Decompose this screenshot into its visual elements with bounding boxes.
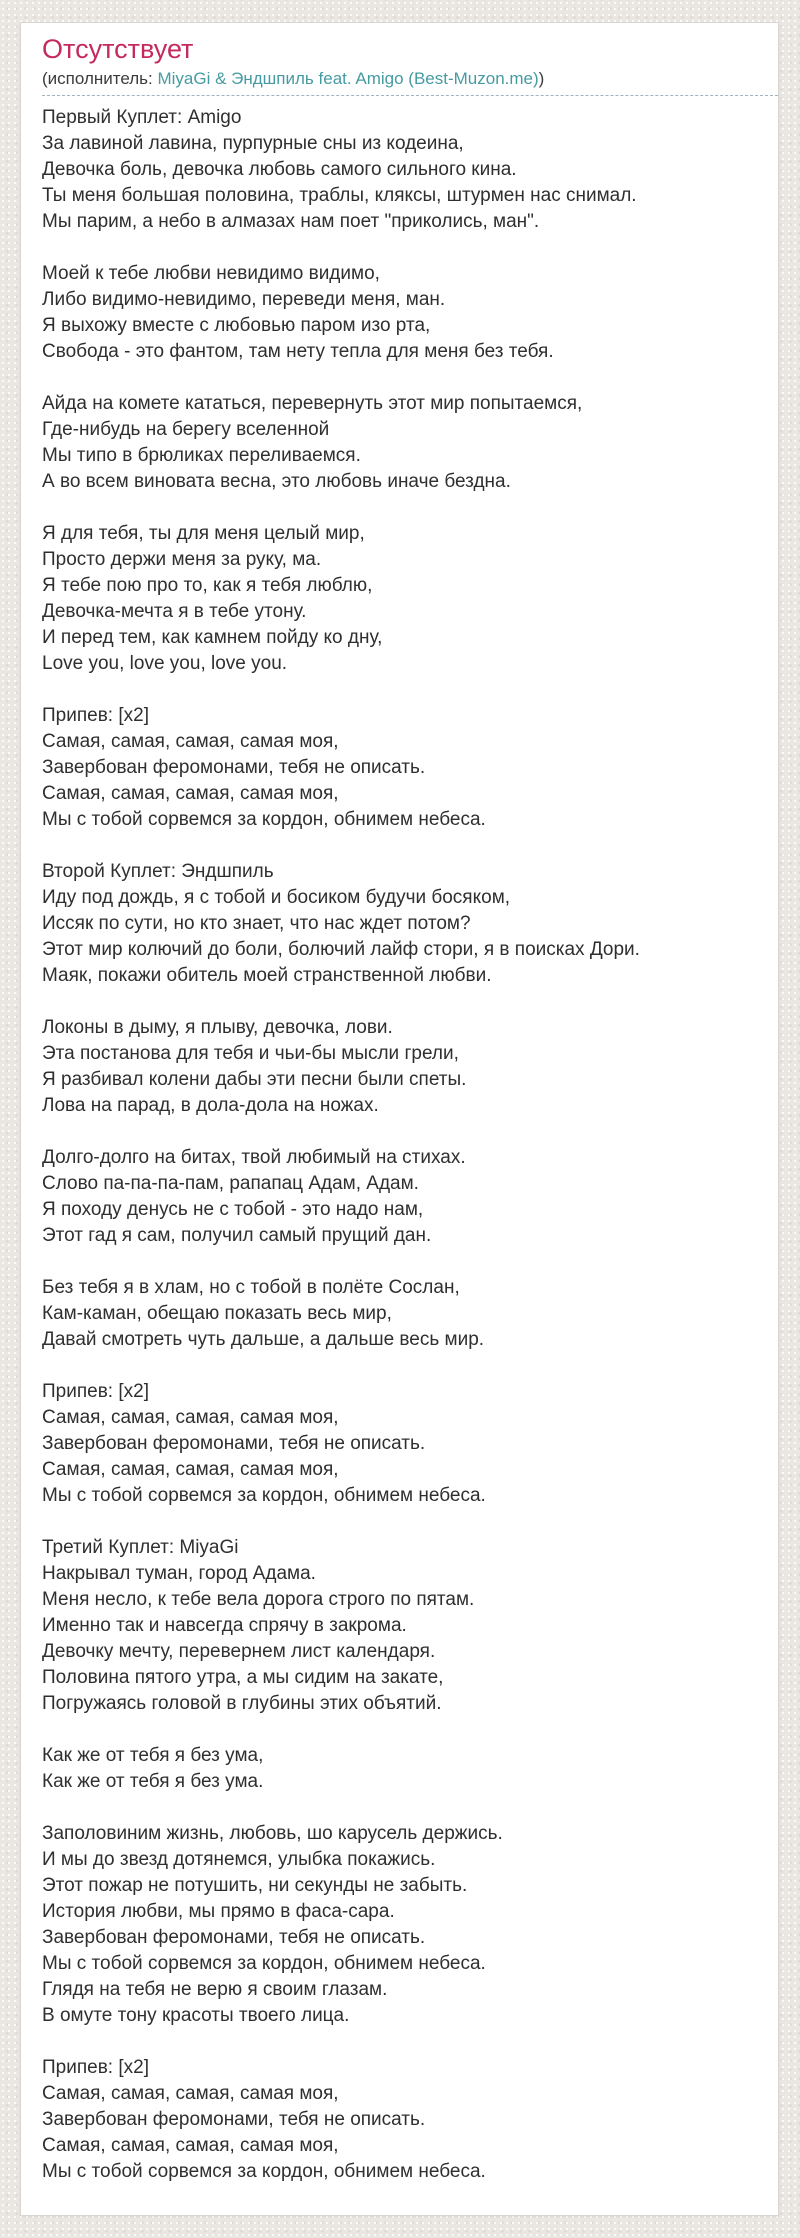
- lyrics-text: Первый Куплет: Amigo За лавиной лавина, пурпурные сны из кодеина, Девочка боль, девочка любовь самого сильного кина. Ты меня большая половина, траблы, кляксы, штурмен нас снимал. Мы парим, а небо в алмазах нам поет "приколись, ман". Моей к тебе любви невидимо видимо, Либо видимо-невидимо, переведи меня, ман. Я выхожу вместе с любовью паром изо рта, Свобода - это фантом, там нету тепла для меня без тебя. Айда на комете кататься, перевернуть этот мир попытаемся, Где-нибудь на берегу вселенной Мы типо в брюликах переливаемся. А во всем виновата весна, это любовь иначе бездна. Я для тебя, ты для меня целый мир, Просто держи меня за руку, ма. Я тебе пою про то, как я тебя люблю, Девочка-мечта я в тебе утону. И перед тем, как камнем пойду ко дну, Love you, love you, love you. Припев: [x2] Самая, самая, самая, самая моя, Завербован феромонами, тебя не описать. Самая, самая, самая, самая моя, Мы с тобой сорвемся за кордон, обнимем небеса. Второй Куплет: Эндшпиль Иду под дождь, я с тобой и босиком будучи босяком, Иссяк по сути, но кто знает, что нас ждет потом? Этот мир колючий до боли, болючий лайф стори, я в поисках Дори. Маяк, покажи обитель моей странственной любви. Локоны в дыму, я плыву, девочка, лови. Эта постанова для тебя и чьи-бы мысли грели, Я разбивал колени дабы эти песни были спеты. Лова на парад, в дола-дола на ножах. Долго-долго на битах, твой любимый на стихах. Слово па-па-па-пам, рапапац Адам, Адам. Я походу денусь не с тобой - это надо нам, Этот гад я сам, получил самый прущий дан. Без тебя я в хлам, но с тобой в полёте Сослан, Кам-каман, обещаю показать весь мир, Давай смотреть чуть дальше, а дальше весь мир. Припев: [x2] Самая, самая, самая, самая моя, Завербован феромонами, тебя не описать. Самая, самая, самая, самая моя, Мы с тобой сорвемся за кордон, обнимем небеса. Третий Куплет: MiyaGi Накрывал туман, город Адама. Меня несло, к тебе вела дорога строго по пятам. Именно так и навсегда спрячу в закрома. Девочку мечту, перевернем лист календаря. Половина пятого утра, а мы сидим на закате, Погружаясь головой в глубины этих объятий. Как же от тебя я без ума, Как же от тебя я без ума. Заполовиним жизнь, любовь, шо карусель держись. И мы до звезд дотянемся, улыбка покажись. Этот пожар не потушить, ни секунды не забыть. История любви, мы прямо в фаса-сара. Завербован феромонами, тебя не описать. Мы с тобой сорвемся за кордон, обнимем небеса. Глядя на тебя не верю я своим глазам. В омуте тону красоты твоего лица. Припев: [x2] Самая, самая, самая, самая моя, Завербован феромонами, тебя не описать. Самая, самая, самая, самая моя, Мы с тобой сорвемся за кордон, обнимем небеса.: [42, 107, 640, 2182]
- artist-link[interactable]: MiyaGi & Эндшпиль feat. Amigo (Best-Muzon.me): [157, 69, 539, 88]
- page-title: Отсутствует: [42, 34, 194, 64]
- artist-line: [42, 68, 756, 90]
- song-header: [21, 23, 778, 90]
- artist-suffix-label: ): [538, 69, 545, 88]
- artist-prefix-label: (исполнитель:: [42, 69, 158, 88]
- lyrics-card: [20, 22, 779, 2216]
